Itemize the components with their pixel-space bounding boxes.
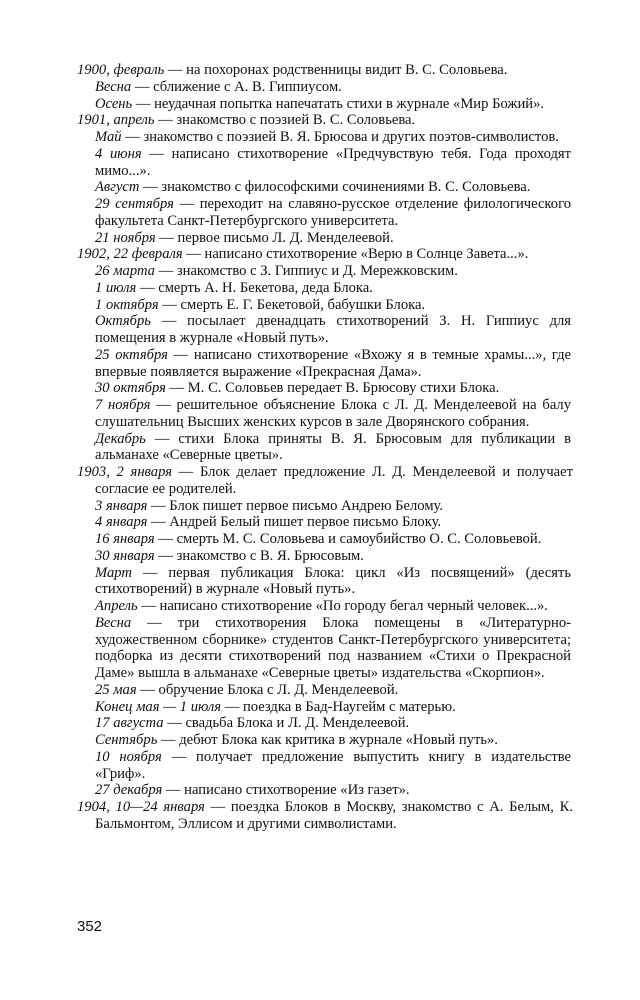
entry-date: Август bbox=[95, 179, 140, 196]
entry-date: 25 мая bbox=[95, 681, 137, 698]
entry-text: Блок пишет первое письмо Андрею Белому. bbox=[169, 497, 444, 514]
entry-date: Конец мая — 1 июля bbox=[95, 698, 222, 715]
entry-text: знакомство с поэзией В. Я. Брюсова и других поэтов-символистов. bbox=[143, 129, 559, 145]
sub-entry bbox=[77, 498, 573, 515]
entry-text: обручение Блока с Л. Д. Менделеевой. bbox=[158, 681, 399, 698]
entry-text: решительное объяснение Блока с Л. Д. Менделеевой на балу слушательниц Высших женских курсов в зале Дворянского собрания. bbox=[95, 397, 572, 430]
entry-text: поездка в Бад-Наугейм с матерью. bbox=[242, 698, 456, 715]
entry-date: 1902, 22 февраля bbox=[77, 246, 183, 263]
entry-text: написано стихотворение «По городу бегал черный человек...». bbox=[159, 598, 548, 614]
entry-date: 1900, февраль bbox=[77, 62, 165, 78]
sub-entry bbox=[77, 615, 573, 682]
entry-separator: — bbox=[167, 346, 194, 363]
entry-separator: — bbox=[158, 296, 181, 313]
entry-separator: — bbox=[173, 196, 200, 212]
sub-entry bbox=[77, 514, 573, 531]
sub-entry bbox=[77, 682, 573, 699]
entry-separator: — bbox=[182, 246, 205, 263]
entry-text: неудачная попытка напечатать стихи в журнале «Мир Божий». bbox=[154, 95, 545, 112]
sub-entry bbox=[77, 263, 573, 280]
entry-date: Весна bbox=[95, 614, 132, 631]
year-entry bbox=[77, 246, 573, 263]
entry-date: 25 октября bbox=[95, 346, 168, 363]
entry-date: Сентябрь bbox=[95, 732, 158, 748]
sub-entry bbox=[77, 230, 573, 247]
entry-separator: — bbox=[154, 547, 177, 564]
entry-date: Март bbox=[95, 564, 132, 581]
entry-separator: — bbox=[141, 145, 172, 162]
entry-separator: — bbox=[163, 715, 186, 732]
entry-text: смерть Е. Г. Бекетовой, бабушки Блока. bbox=[180, 296, 426, 313]
entry-date: 30 января bbox=[95, 547, 155, 564]
entry-separator: — bbox=[157, 732, 180, 748]
entry-text: смерть М. С. Соловьева и самоубийство О. С. Соловьевой. bbox=[176, 531, 542, 547]
sub-entry bbox=[77, 598, 573, 615]
sub-entry bbox=[77, 548, 573, 565]
entry-date: 7 ноября bbox=[95, 397, 151, 413]
entry-separator: — bbox=[165, 380, 188, 397]
sub-entry bbox=[77, 146, 573, 180]
entry-text: посылает двенадцать стихотворений З. Н. Гиппиус для помещения в журнале «Новый путь». bbox=[95, 313, 572, 346]
entry-separator: — bbox=[154, 531, 177, 547]
sub-entry bbox=[77, 749, 573, 783]
entry-separator: — bbox=[147, 514, 170, 531]
entry-separator: — bbox=[155, 229, 178, 246]
entry-text: сближение с А. В. Гиппиусом. bbox=[153, 78, 342, 95]
entry-text: поездка Блоков в Москву, знакомство с А. Белым, К. Бальмонтом, Эллисом и другими символистами. bbox=[95, 799, 573, 832]
entry-text: три стихотворения Блока помещены в «Литературно-художественном сборнике» студентов Санкт-Петербургского университета; подборка из десяти стихотворений под названием «Стихи о Прекрасной Даме» вышла в альманахе «Северные цветы» издательства «Скорпион». bbox=[95, 614, 571, 681]
entry-text: знакомство с В. Я. Брюсовым. bbox=[176, 547, 364, 564]
entry-text: первая публикация Блока: цикл «Из посвящений» (десять стихотворений) в журнале «Новый путь». bbox=[95, 564, 571, 598]
entry-text: Блок делает предложение Л. Д. Менделеевой и получает согласие ее родителей. bbox=[95, 464, 573, 497]
entry-text: первое письмо Л. Д. Менделеевой. bbox=[177, 229, 394, 246]
entry-text: написано стихотворение «Предчувствую тебя. Года проходят мимо...». bbox=[95, 145, 571, 179]
entry-text: М. С. Соловьев передает В. Брюсову стихи Блока. bbox=[187, 380, 500, 397]
entry-separator: — bbox=[150, 313, 188, 330]
entry-separator: — bbox=[139, 179, 162, 196]
entry-date: 4 июня bbox=[95, 145, 142, 162]
entry-date: Декабрь bbox=[95, 430, 146, 447]
entry-separator: — bbox=[145, 430, 179, 447]
entry-separator: — bbox=[136, 681, 159, 698]
entry-date: 3 января bbox=[95, 497, 148, 514]
sub-entry bbox=[77, 129, 573, 146]
entry-date: Весна bbox=[95, 78, 132, 95]
sub-entry bbox=[77, 565, 573, 599]
entry-separator: — bbox=[131, 78, 154, 95]
entry-text: стихи Блока приняты В. Я. Брюсовым для публикации в альманахе «Северные цветы». bbox=[95, 430, 572, 464]
entry-date: Май bbox=[95, 129, 122, 145]
sub-entry bbox=[77, 397, 573, 431]
entry-date: 26 марта bbox=[95, 263, 155, 279]
entry-separator: — bbox=[164, 62, 187, 78]
entry-separator: — bbox=[154, 263, 177, 279]
entry-date: Октябрь bbox=[95, 313, 151, 330]
entry-separator: — bbox=[121, 129, 144, 145]
entry-separator: — bbox=[131, 564, 169, 581]
entry-date: 10 ноября bbox=[95, 748, 162, 765]
sub-entry bbox=[77, 715, 573, 732]
sub-entry bbox=[77, 179, 573, 196]
entry-date: 30 октября bbox=[95, 380, 166, 397]
entry-date: 1 октября bbox=[95, 296, 159, 313]
sub-entry bbox=[77, 732, 573, 749]
entry-date: 16 января bbox=[95, 531, 155, 547]
year-entry bbox=[77, 799, 573, 833]
sub-entry bbox=[77, 280, 573, 297]
entry-date: 27 декабря bbox=[95, 782, 163, 799]
entry-text: знакомство с поэзией В. С. Соловьева. bbox=[176, 112, 416, 129]
entry-date: 1 июля bbox=[95, 279, 137, 296]
entry-text: дебют Блока как критика в журнале «Новый путь». bbox=[179, 732, 498, 748]
entry-text: получает предложение выпустить книгу в издательстве «Гриф». bbox=[95, 748, 571, 782]
chronology-list bbox=[77, 62, 573, 833]
sub-entry bbox=[77, 782, 573, 799]
entry-separator: — bbox=[137, 598, 160, 614]
entry-date: Апрель bbox=[95, 598, 138, 614]
sub-entry bbox=[77, 699, 573, 716]
sub-entry bbox=[77, 196, 573, 230]
entry-text: написано стихотворение «Верю в Солнце Завета...». bbox=[204, 246, 529, 263]
sub-entry bbox=[77, 79, 573, 96]
entry-separator: — bbox=[154, 112, 177, 129]
entry-text: написано стихотворение «Вхожу я в темные храмы...», где впервые появляется выражение «Прекрасная Дама». bbox=[95, 346, 572, 380]
entry-separator: — bbox=[161, 748, 197, 765]
entry-text: знакомство с философскими сочинениями В. С. Соловьева. bbox=[161, 179, 531, 196]
entry-separator: — bbox=[204, 799, 231, 815]
entry-text: переходит на славяно-русское отделение филологического факультета Санкт-Петербургского университета. bbox=[95, 196, 571, 229]
entry-date: 1903, 2 января bbox=[77, 464, 172, 480]
sub-entry bbox=[77, 531, 573, 548]
sub-entry bbox=[77, 297, 573, 314]
entry-text: написано стихотворение «Из газет». bbox=[184, 782, 410, 799]
entry-text: смерть А. Н. Бекетова, деда Блока. bbox=[158, 279, 373, 296]
year-entry bbox=[77, 112, 573, 129]
entry-separator: — bbox=[162, 782, 185, 799]
sub-entry bbox=[77, 313, 573, 347]
entry-text: свадьба Блока и Л. Д. Менделеевой. bbox=[185, 715, 410, 732]
entry-separator: — bbox=[136, 279, 159, 296]
entry-separator: — bbox=[132, 95, 155, 112]
entry-date: 21 ноября bbox=[95, 229, 156, 246]
entry-separator: — bbox=[171, 464, 200, 480]
entry-date: 1901, апрель bbox=[77, 112, 155, 129]
year-entry bbox=[77, 464, 573, 498]
sub-entry bbox=[77, 380, 573, 397]
entry-date: 29 сентября bbox=[95, 196, 174, 212]
entry-separator: — bbox=[131, 614, 178, 631]
entry-separator: — bbox=[147, 497, 170, 514]
entry-text: знакомство с З. Гиппиус и Д. Мережковским. bbox=[176, 263, 458, 279]
entry-text: Андрей Белый пишет первое письмо Блоку. bbox=[169, 514, 442, 531]
entry-date: Осень bbox=[95, 95, 133, 112]
page-number: 352 bbox=[77, 918, 103, 935]
sub-entry bbox=[77, 347, 573, 381]
entry-date: 4 января bbox=[95, 514, 148, 531]
entry-separator: — bbox=[221, 698, 243, 715]
entry-separator: — bbox=[150, 397, 177, 413]
entry-text: на похоронах родственницы видит В. С. Соловьева. bbox=[186, 62, 508, 78]
year-entry bbox=[77, 62, 573, 79]
sub-entry bbox=[77, 96, 573, 113]
entry-date: 17 августа bbox=[95, 715, 164, 732]
entry-date: 1904, 10—24 января bbox=[77, 799, 205, 815]
sub-entry bbox=[77, 431, 573, 465]
